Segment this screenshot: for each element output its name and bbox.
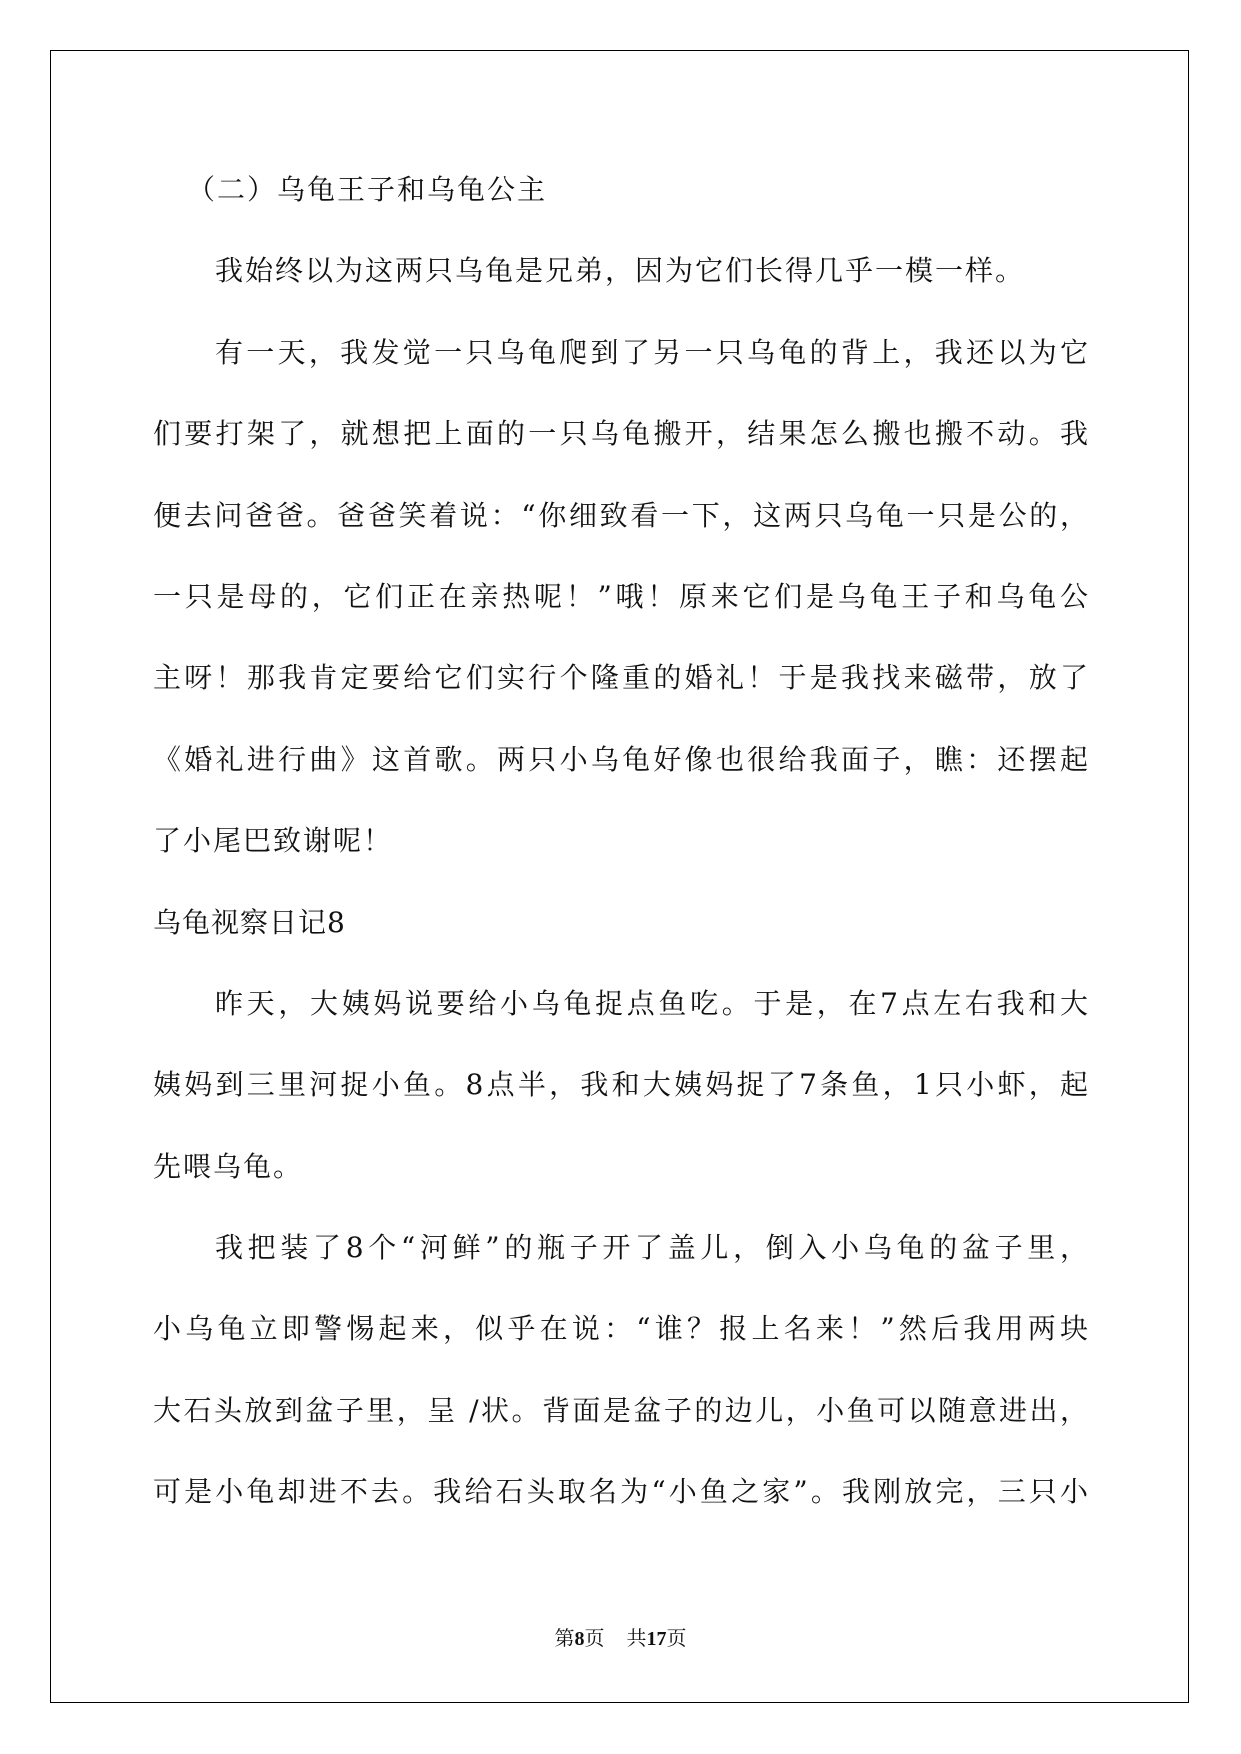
paragraph-line: 们要打架了，就想把上面的一只乌龟搬开，结果怎么搬也搬不动。我 bbox=[153, 417, 1090, 451]
diary-title: 乌龟视察日记8 bbox=[153, 905, 346, 939]
page-suffix: 页 bbox=[584, 1628, 605, 1650]
section-heading: （二）乌龟王子和乌龟公主 bbox=[187, 173, 548, 206]
document-body bbox=[153, 149, 1090, 1533]
paragraph-line: 我把装了8个“河鲜”的瓶子开了盖儿，倒入小乌龟的盆子里， bbox=[215, 1231, 1090, 1265]
paragraph-line: 我始终以为这两只乌龟是兄弟，因为它们长得几乎一模一样。 bbox=[215, 254, 1026, 288]
paragraph-line: 姨妈到三里河捉小鱼。8点半，我和大姨妈捉了7条鱼，1只小虾，起 bbox=[153, 1068, 1090, 1102]
paragraph-line: 主呀！那我肯定要给它们实行个隆重的婚礼！于是我找来磁带，放了 bbox=[153, 661, 1090, 695]
paragraph-line: 有一天，我发觉一只乌龟爬到了另一只乌龟的背上，我还以为它 bbox=[215, 335, 1090, 369]
total-pages-indicator bbox=[627, 1628, 687, 1650]
paragraph-line: 了小尾巴致谢呢！ bbox=[153, 824, 394, 858]
page-prefix: 第 bbox=[554, 1628, 575, 1650]
paragraph-line: 可是小龟却进不去。我给石头取名为“小鱼之家”。我刚放完，三只小 bbox=[153, 1475, 1090, 1509]
paragraph-line: 《婚礼进行曲》这首歌。两只小乌龟好像也很给我面子，瞧：还摆起 bbox=[153, 742, 1090, 776]
paragraph-line: 便去问爸爸。爸爸笑着说：“你细致看一下，这两只乌龟一只是公的， bbox=[153, 498, 1090, 532]
paragraph-line: 一只是母的，它们正在亲热呢！”哦！原来它们是乌龟王子和乌龟公 bbox=[153, 579, 1090, 613]
page-indicator bbox=[555, 1628, 605, 1650]
total-prefix: 共 bbox=[626, 1628, 647, 1650]
total-suffix: 页 bbox=[666, 1628, 687, 1650]
paragraph-line: 小乌龟立即警惕起来，似乎在说：“谁？报上名来！”然后我用两块 bbox=[153, 1312, 1090, 1346]
total-pages: 17 bbox=[646, 1628, 667, 1650]
page-footer bbox=[0, 1626, 1241, 1652]
paragraph-line: 大石头放到盆子里，呈 /状。背面是盆子的边儿，小鱼可以随意进出， bbox=[153, 1393, 1090, 1427]
paragraph-line: 先喂乌龟。 bbox=[153, 1149, 304, 1183]
page-number: 8 bbox=[574, 1628, 585, 1650]
paragraph-line: 昨天，大姨妈说要给小乌龟捉点鱼吃。于是，在7点左右我和大 bbox=[215, 986, 1090, 1020]
